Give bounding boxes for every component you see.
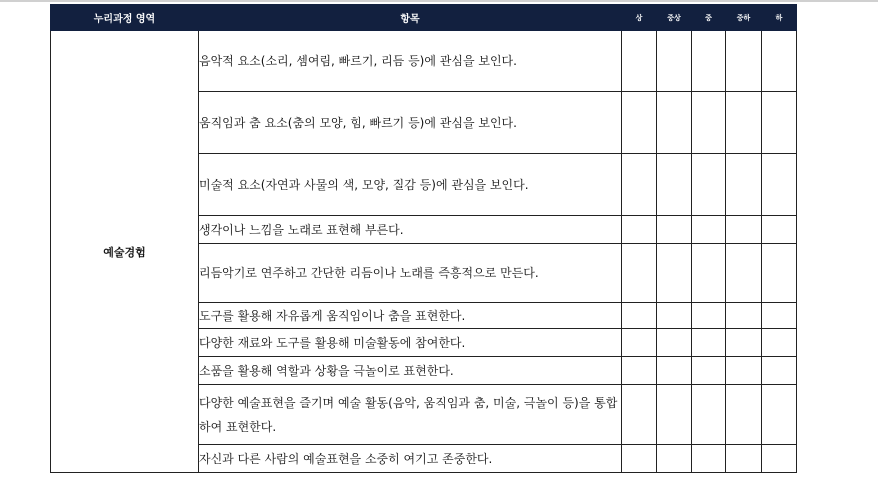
rating-cell[interactable] [726, 244, 762, 303]
rating-cell[interactable] [762, 31, 797, 92]
rating-cell[interactable] [762, 154, 797, 216]
item-cell: 생각이나 느낌을 노래로 표현해 부른다. [199, 216, 622, 244]
item-cell: 다양한 예술표현을 즐기며 예술 활동(음악, 움직임과 춤, 미술, 극놀이 등)을 통합하여 표현한다. [199, 385, 622, 445]
item-cell: 소품을 활용해 역할과 상황을 극놀이로 표현한다. [199, 357, 622, 385]
rating-cell[interactable] [692, 329, 726, 357]
rating-cell[interactable] [657, 385, 692, 445]
rating-cell[interactable] [622, 445, 657, 473]
item-cell: 미술적 요소(자연과 사물의 색, 모양, 질감 등)에 관심을 보인다. [199, 154, 622, 216]
header-grade-low: 하 [762, 5, 797, 31]
rating-cell[interactable] [657, 216, 692, 244]
evaluation-table [50, 4, 797, 473]
rating-cell[interactable] [762, 303, 797, 329]
item-cell: 음악적 요소(소리, 셈여림, 빠르기, 리듬 등)에 관심을 보인다. [199, 31, 622, 92]
rating-cell[interactable] [657, 154, 692, 216]
item-cell: 리듬악기로 연주하고 간단한 리듬이나 노래를 즉흥적으로 만든다. [199, 244, 622, 303]
rating-cell[interactable] [657, 357, 692, 385]
rating-cell[interactable] [762, 357, 797, 385]
top-divider [0, 0, 878, 2]
table-row [51, 31, 797, 92]
rating-cell[interactable] [657, 445, 692, 473]
rating-cell[interactable] [692, 445, 726, 473]
header-area: 누리과정 영역 [51, 5, 199, 31]
rating-cell[interactable] [622, 92, 657, 154]
rating-cell[interactable] [622, 357, 657, 385]
item-cell: 자신과 다른 사람의 예술표현을 소중히 여기고 존중한다. [199, 445, 622, 473]
rating-cell[interactable] [692, 357, 726, 385]
rating-cell[interactable] [657, 31, 692, 92]
rating-cell[interactable] [726, 92, 762, 154]
rating-cell[interactable] [657, 329, 692, 357]
rating-cell[interactable] [657, 244, 692, 303]
rating-cell[interactable] [622, 303, 657, 329]
rating-cell[interactable] [726, 216, 762, 244]
header-item: 항목 [199, 5, 622, 31]
rating-cell[interactable] [762, 244, 797, 303]
area-cell: 예술경험 [51, 31, 199, 473]
rating-cell[interactable] [622, 31, 657, 92]
rating-cell[interactable] [762, 385, 797, 445]
rating-cell[interactable] [692, 154, 726, 216]
header-grade-lower-mid: 중하 [726, 5, 762, 31]
rating-cell[interactable] [692, 31, 726, 92]
item-cell: 도구를 활용해 자유롭게 움직임이나 춤을 표현한다. [199, 303, 622, 329]
rating-cell[interactable] [622, 385, 657, 445]
rating-cell[interactable] [762, 329, 797, 357]
rating-cell[interactable] [726, 445, 762, 473]
rating-cell[interactable] [726, 31, 762, 92]
rating-cell[interactable] [657, 303, 692, 329]
rating-cell[interactable] [726, 385, 762, 445]
rating-cell[interactable] [762, 445, 797, 473]
header-grade-high: 상 [622, 5, 657, 31]
header-grade-mid: 중 [692, 5, 726, 31]
rating-cell[interactable] [622, 244, 657, 303]
rating-cell[interactable] [726, 154, 762, 216]
rating-cell[interactable] [657, 92, 692, 154]
rating-cell[interactable] [726, 357, 762, 385]
item-cell: 다양한 재료와 도구를 활용해 미술활동에 참여한다. [199, 329, 622, 357]
rating-cell[interactable] [692, 244, 726, 303]
rating-cell[interactable] [622, 154, 657, 216]
rating-cell[interactable] [692, 216, 726, 244]
rating-cell[interactable] [622, 329, 657, 357]
rating-cell[interactable] [726, 329, 762, 357]
rating-cell[interactable] [622, 216, 657, 244]
rating-cell[interactable] [692, 385, 726, 445]
rating-cell[interactable] [692, 303, 726, 329]
header-row [51, 5, 797, 31]
rating-cell[interactable] [762, 216, 797, 244]
rating-cell[interactable] [726, 303, 762, 329]
rating-cell[interactable] [692, 92, 726, 154]
rating-cell[interactable] [762, 92, 797, 154]
item-cell: 움직임과 춤 요소(춤의 모양, 힘, 빠르기 등)에 관심을 보인다. [199, 92, 622, 154]
header-grade-upper-mid: 중상 [657, 5, 692, 31]
